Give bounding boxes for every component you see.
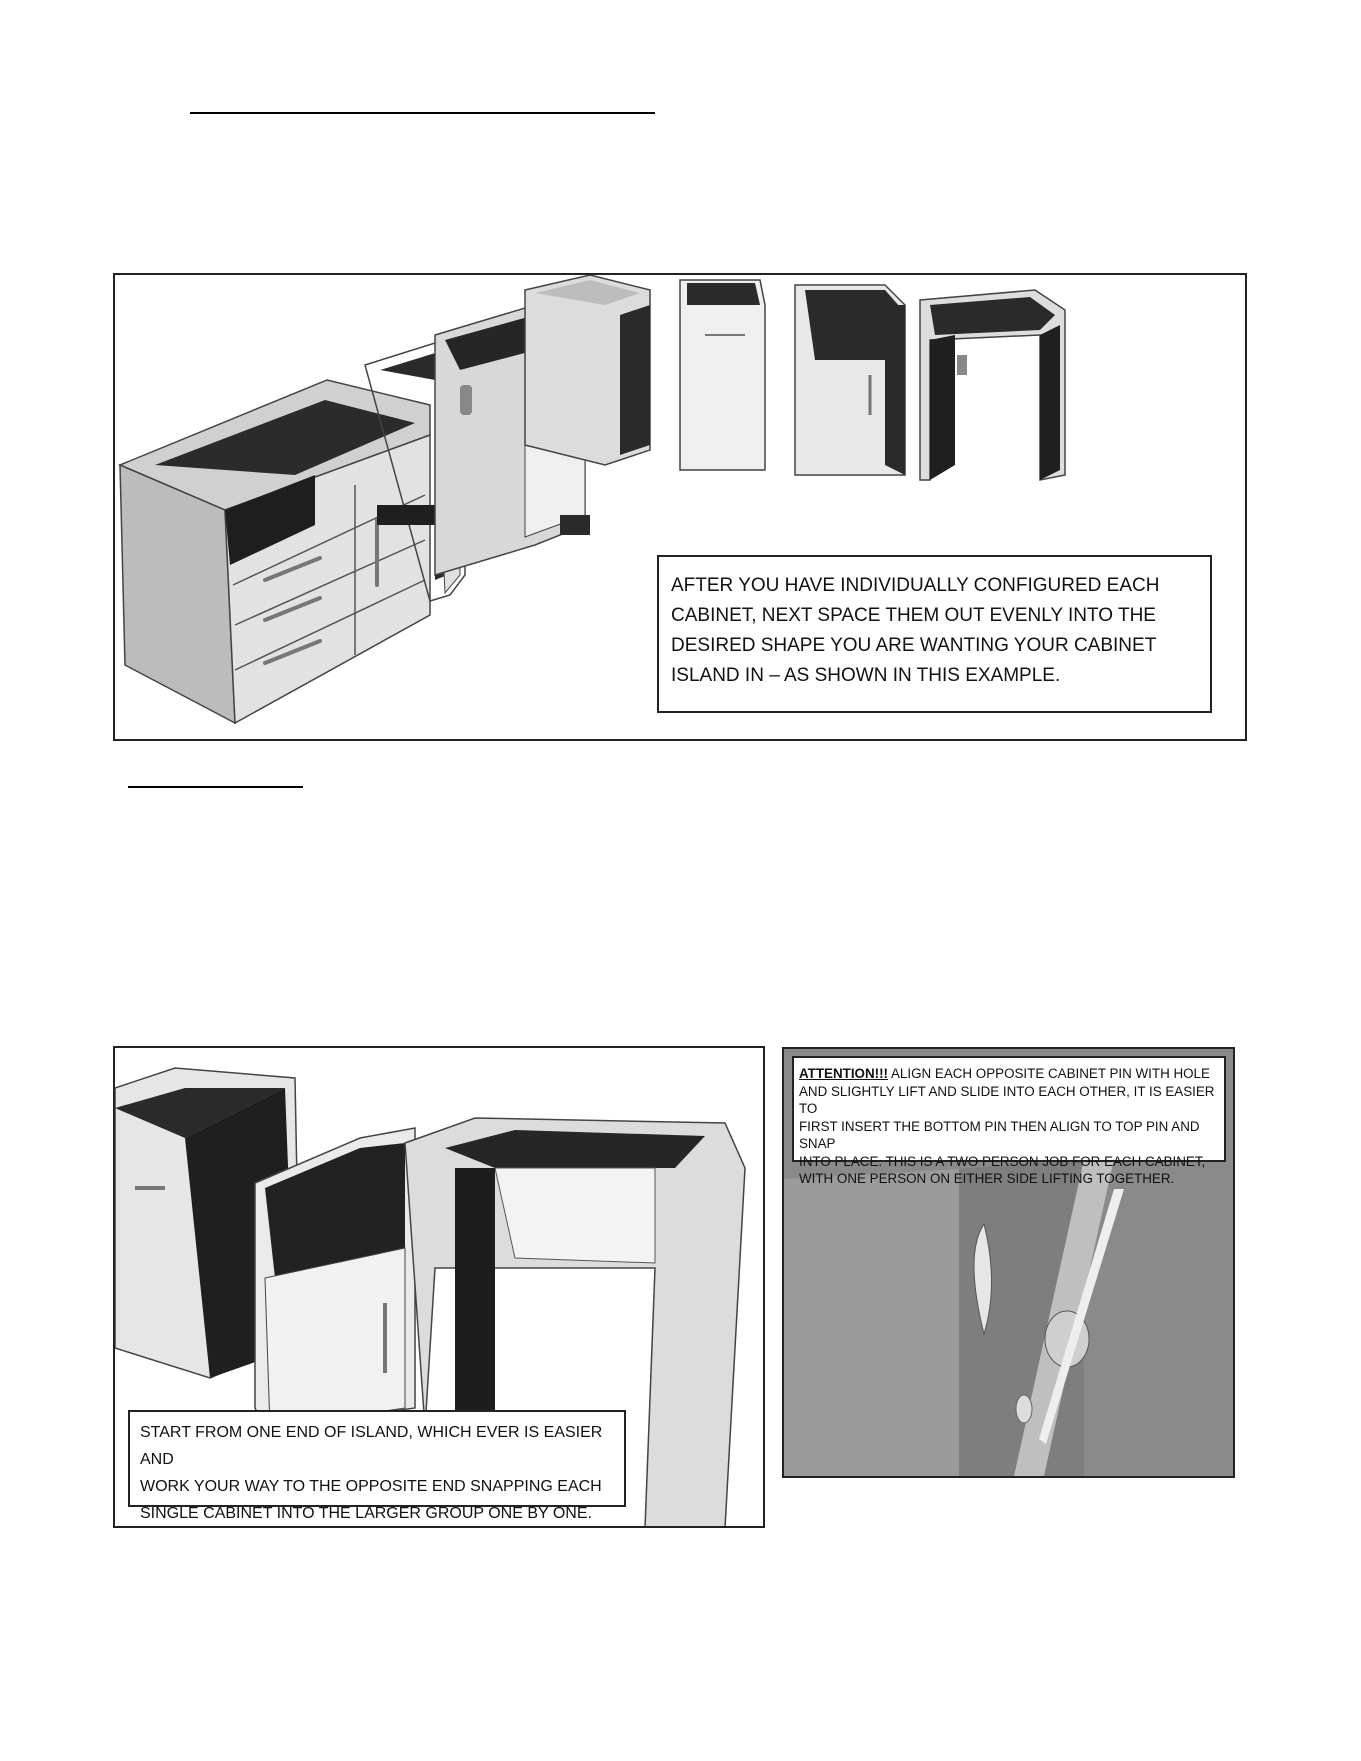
open-bay-cabinet bbox=[920, 290, 1065, 480]
callout-line-1-rest: ALIGN EACH OPPOSITE CABINET PIN WITH HOLE bbox=[888, 1066, 1210, 1081]
callout-line: START FROM ONE END OF ISLAND, WHICH EVER IS EASIER AND bbox=[140, 1424, 603, 1468]
callout-line: WITH ONE PERSON ON EITHER SIDE LIFTING TOGETHER. bbox=[799, 1171, 1175, 1186]
callout-line: ISLAND IN – AS SHOWN IN THIS EXAMPLE. bbox=[671, 665, 1061, 686]
start-instruction-callout bbox=[128, 1410, 626, 1522]
callout-line: SINGLE CABINET INTO THE LARGER GROUP ONE BY ONE. bbox=[140, 1505, 592, 1522]
callout-line bbox=[799, 1065, 1219, 1083]
callout-line: DESIRED SHAPE YOU ARE WANTING YOUR CABINET bbox=[671, 635, 1157, 656]
section-heading-rule-1 bbox=[190, 112, 655, 114]
figure-pin-alignment bbox=[782, 1047, 1235, 1478]
corner-cabinet bbox=[525, 275, 650, 465]
callout-line: INTO PLACE. THIS IS A TWO PERSON JOB FOR EACH CABINET, bbox=[799, 1153, 1206, 1169]
attention-callout bbox=[792, 1056, 1226, 1186]
layout-instruction-callout bbox=[657, 555, 1212, 713]
narrow-cabinet bbox=[680, 280, 765, 470]
attention-label: ATTENTION!!! bbox=[799, 1066, 888, 1081]
callout-line: AND SLIGHTLY LIFT AND SLIDE INTO EACH OTHER, IT IS EASIER TO bbox=[799, 1083, 1215, 1116]
section-heading-rule-2 bbox=[128, 786, 303, 788]
callout-line: FIRST INSERT THE BOTTOM PIN THEN ALIGN TO TOP PIN AND SNAP bbox=[799, 1118, 1200, 1151]
callout-line: AFTER YOU HAVE INDIVIDUALLY CONFIGURED EACH bbox=[671, 575, 1160, 596]
drawer-door-cabinet bbox=[795, 285, 905, 475]
figure-cabinet-layout bbox=[113, 273, 1247, 741]
figure-snapping-cabinets bbox=[113, 1046, 765, 1528]
callout-line: WORK YOUR WAY TO THE OPPOSITE END SNAPPING EACH bbox=[140, 1478, 602, 1495]
middle-cabinet bbox=[255, 1128, 431, 1428]
callout-line: CABINET, NEXT SPACE THEM OUT EVENLY INTO THE bbox=[671, 605, 1156, 626]
